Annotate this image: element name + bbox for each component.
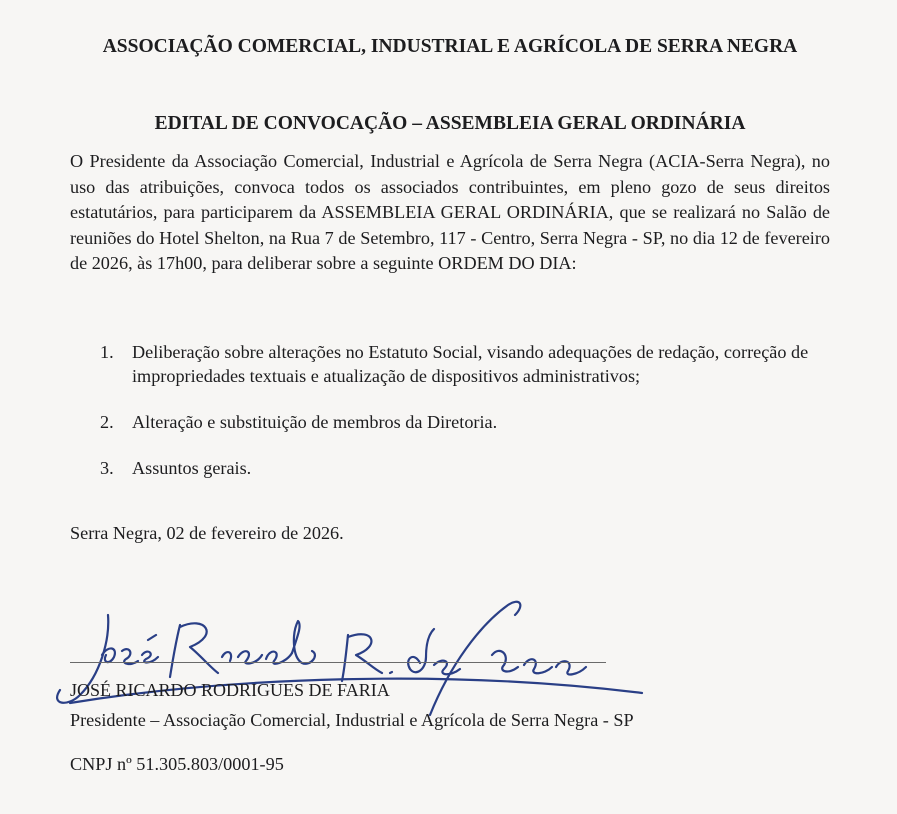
place-and-date: Serra Negra, 02 de fevereiro de 2026. (70, 523, 344, 543)
agenda-item-number: 2. (100, 412, 114, 432)
signer-name: JOSÉ RICARDO RODRIGUES DE FARIA (70, 680, 390, 700)
signature-line (70, 662, 606, 663)
agenda-item-text: Alteração e substituição de membros da Diretoria. (132, 412, 498, 432)
agenda-item-text: Deliberação sobre alterações no Estatuto Social, visando adequações de redação, correção de impropriedades textuais e atualização de dispositivos administrativos; (132, 342, 809, 386)
cnpj-number: CNPJ nº 51.305.803/0001-95 (70, 754, 284, 774)
agenda-item-text: Assuntos gerais. (132, 458, 252, 478)
agenda-list (100, 340, 840, 502)
agenda-item-number: 3. (100, 458, 114, 478)
signer-role: Presidente – Associação Comercial, Industrial e Agrícola de Serra Negra - SP (70, 710, 634, 730)
agenda-item (100, 410, 840, 434)
agenda-item-number: 1. (100, 342, 114, 362)
agenda-item (100, 456, 840, 480)
agenda-item (100, 340, 840, 388)
intro-paragraph: O Presidente da Associação Comercial, Industrial e Agrícola de Serra Negra (ACIA-Serra Negra), no uso das atribuições, convoca todos os associados contribuintes, em pleno gozo de seus direitos estatutários, para participarem da ASSEMBLEIA GERAL ORDINÁRIA, que se realizará no Salão de reuniões do Hotel Shelton, na Rua 7 de Setembro, 117 - Centro, Serra Negra - SP, no dia 12 de fevereiro de 2026, às 17h00, para deliberar sobre a seguinte ORDEM DO DIA: (70, 151, 830, 273)
organization-title: ASSOCIAÇÃO COMERCIAL, INDUSTRIAL E AGRÍCOLA DE SERRA NEGRA (102, 36, 798, 57)
notice-title: EDITAL DE CONVOCAÇÃO – ASSEMBLEIA GERAL ORDINÁRIA (154, 113, 746, 134)
